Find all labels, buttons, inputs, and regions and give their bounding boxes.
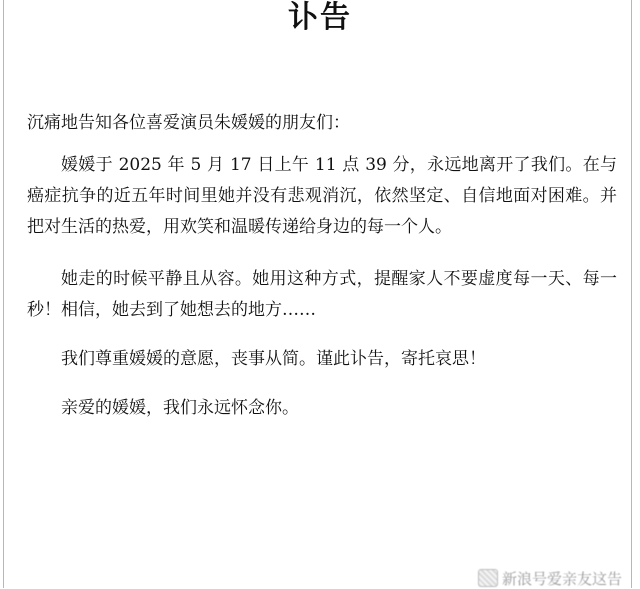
- page-border-left: [3, 0, 4, 588]
- paragraph-1: 媛媛于 2025 年 5 月 17 日上午 11 点 39 分，永远地离开了我们。在与癌症抗争的近五年时间里她并没有悲观消沉，依然坚定、自信地面对困难。并把对生活的热爱，用欢笑和温暖传递给身边的每一个人。: [27, 155, 617, 237]
- greeting-line: 沉痛地告知各位喜爱演员朱媛媛的朋友们：: [27, 113, 350, 133]
- paragraph-4: 亲爱的媛媛，我们永远怀念你。: [61, 398, 299, 418]
- paragraph-2: 她走的时候平静且从容。她用这种方式，提醒家人不要虚度每一天、每一秒！相信，她去到了她想去的地方……: [27, 269, 617, 320]
- paragraph-3: 我们尊重媛媛的意愿，丧事从简。谨此讣告，寄托哀思！: [61, 349, 486, 369]
- document-title: 讣告: [288, 0, 352, 35]
- source-watermark: [478, 568, 622, 588]
- page-border-right: [631, 0, 632, 588]
- watermark-text: 新浪号爱亲友这告: [501, 569, 622, 588]
- image-icon: [478, 569, 498, 587]
